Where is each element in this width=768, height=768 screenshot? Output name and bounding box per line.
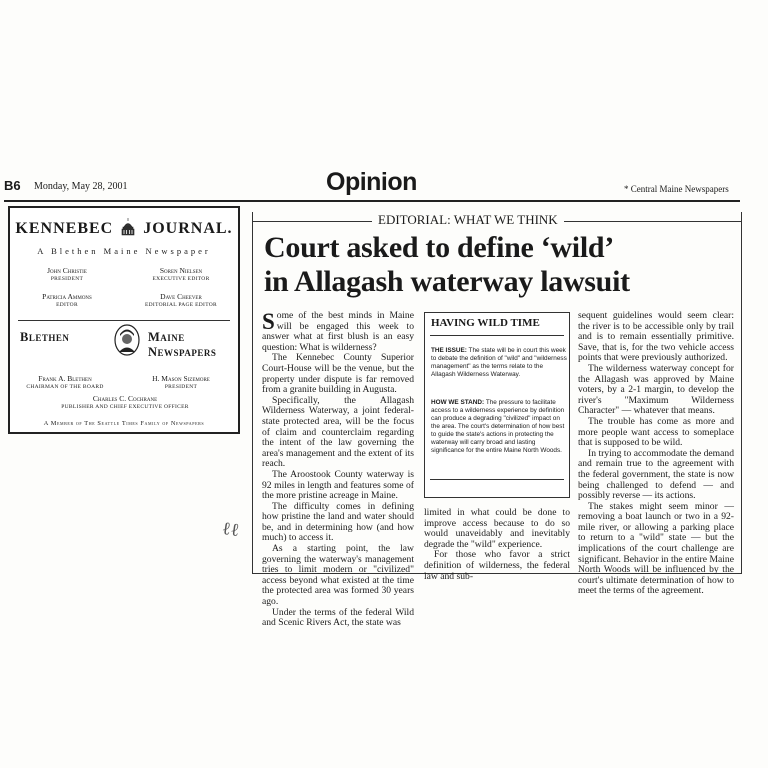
body-column-3	[578, 311, 734, 597]
paragraph: The stakes might seem minor — removing a boat launch or two in a 92-mile river, or allowing a parking place to return to a "wild" state — but the implications of the court challenge are significant. Behavior in the entire Maine North Woods will be influenced by the court's ultimate determination of how to meet the terms of the agreement.	[578, 500, 734, 597]
staff-soren-nielsen: Soren Nielsen EXECUTIVE EDITOR	[152, 266, 210, 282]
masthead-divider	[18, 320, 230, 321]
paragraph: sequent guidelines would seem clear: the river is to be accessible only by trail and is to remain essentially primitive. Save, that is, for the two vehicle access points that were previously authorized.	[578, 310, 734, 364]
title-left: KENNEBEC	[15, 220, 114, 237]
paragraph: Specifically, the Allagash Wilderness Waterway, a joint federal-state protected area, will be the focus of claim and counterclaim regarding the intent of the law governing the area's management and the extent of its reach.	[262, 394, 414, 470]
header-rule	[4, 200, 740, 202]
member-line: A Member of The Seattle Times Family of Newspapers	[43, 420, 205, 427]
paragraph: The difficulty comes in defining how pristine the land and water should be, and in determining how (and how much) to access it.	[262, 500, 414, 544]
paragraph: For those who favor a strict definition of wilderness, the federal law and sub-	[424, 549, 570, 582]
staff-mason-sizemore: H. Mason Sizemore PRESIDENT	[152, 374, 210, 390]
publisher-credit: * Central Maine Newspapers	[624, 184, 729, 194]
masthead-box	[8, 206, 240, 434]
sidebar-issue	[431, 347, 567, 379]
issue-date: Monday, May 28, 2001	[34, 181, 128, 192]
paragraph: The wilderness waterway concept for the Allagash was approved by Maine voters, by a 2-1 margin, to develop the river's "Maximum Wilderness Character" — whatever that means.	[578, 362, 734, 417]
issue-label: THE ISSUE:	[431, 347, 467, 354]
newspaper-title	[10, 218, 238, 238]
section-title: Opinion	[326, 168, 417, 196]
editorial-kicker: EDITORIAL: WHAT WE THINK	[372, 212, 564, 228]
headline-line-2: in Allagash waterway lawsuit	[264, 265, 630, 298]
sidebar-rule-bottom	[430, 479, 564, 480]
staff-dave-cheever: Dave Cheever EDITORIAL PAGE EDITOR	[145, 292, 217, 308]
capitol-dome-icon	[120, 218, 136, 236]
sidebar-box	[424, 312, 570, 498]
portrait-icon	[114, 324, 140, 356]
paragraph: Under the terms of the federal Wild and Scenic Rivers Act, the state was	[262, 606, 414, 629]
body-column-1	[262, 311, 414, 629]
drop-cap: S	[262, 309, 275, 334]
maine-newspapers-label: Maine Newspapers	[148, 330, 217, 359]
page-number: B6	[4, 178, 21, 193]
staff-frank-blethen: Frank A. Blethen CHAIRMAN OF THE BOARD	[26, 374, 104, 390]
paragraph: As a starting point, the law governing the waterway's management tries to limit modern or "civilized" access beyond what existed at the time the protected area was formed 30 years ago.	[262, 543, 414, 608]
sidebar-rule	[430, 335, 564, 336]
paragraph: The Aroostook County waterway is 92 miles in length and features some of the more pristine acreage in Maine.	[262, 468, 414, 502]
stand-text: The pressure to facilitate access to a wilderness experience by definition can produce a degrading "civilized" impact on the area. The court's determination of how best to guide the state's actions in protecting the waterway will carry broad and lasting significance for the entire Maine North Woods.	[431, 399, 565, 454]
headline-line-1: Court asked to define ‘wild’	[264, 231, 614, 264]
paragraph: The trouble has come as more and more people want access to someplace that is supposed to be wild.	[578, 415, 734, 449]
paragraph: limited in what could be done to improve access because to do so would unaveidably and inevitably degrade the "wild" experience.	[424, 507, 570, 550]
sidebar-title: HAVING WILD TIME	[431, 317, 540, 329]
blethen-label: Blethen	[20, 330, 70, 344]
newspaper-subtitle: A Blethen Maine Newspaper	[37, 246, 211, 256]
paragraph: In trying to accommodate the demand and remain true to the agreement with the federal government, the state is now being challenged to defend — and possibly reverse — its actions.	[578, 447, 734, 502]
paragraph: The Kennebec County Superior Court-House will be the venue, but the property under dispute is far removed from a granite building in Augusta.	[262, 352, 414, 396]
paragraph: Some of the best minds in Maine will be engaged this week to answer what at first blush is an easy question: What is wilderness?	[262, 309, 414, 353]
body-column-2	[424, 508, 570, 582]
sidebar-stand	[431, 399, 567, 455]
stand-label: HOW WE STAND:	[431, 399, 485, 406]
staff-john-christie: John Christie PRESIDENT	[47, 266, 87, 282]
issue-text: The state will be in court this week to debate the definition of "wild" and "wilderness management" as the terms relate to the Allagash Wilderness Waterway.	[431, 347, 567, 378]
title-right: JOURNAL.	[143, 220, 233, 237]
staff-patricia-ammons: Patricia Ammons EDITOR	[42, 292, 92, 308]
handwritten-mark: ℓℓ	[220, 517, 241, 542]
staff-charles-cochrane: Charles C. Cochrane PUBLISHER AND CHIEF EXECUTIVE OFFICER	[61, 394, 189, 410]
